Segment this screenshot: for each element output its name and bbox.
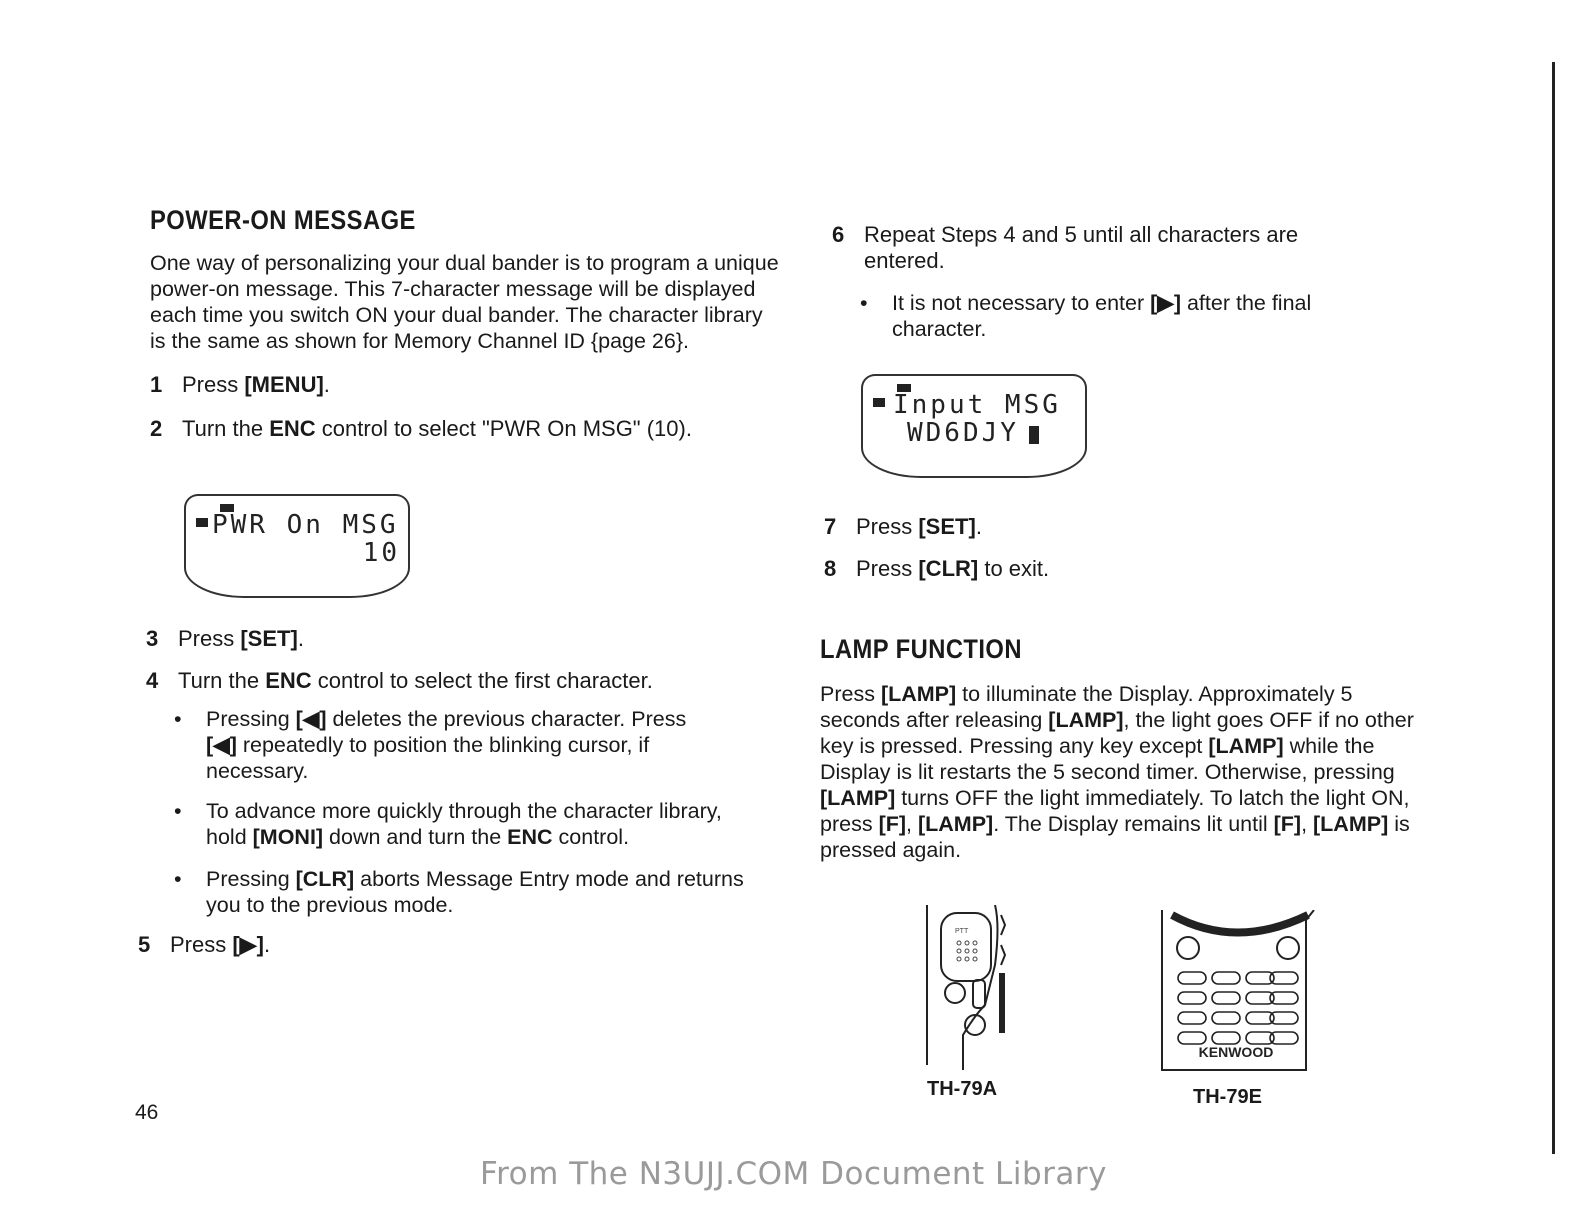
step-text: . [297, 626, 304, 651]
key-label: [▶] [232, 932, 264, 957]
step-number: 6 [832, 222, 845, 247]
page-number: 46 [135, 1101, 159, 1124]
bullet-text: control. [552, 825, 630, 849]
step-text: . [263, 932, 271, 957]
key-label: ENC [269, 416, 316, 441]
bullet-text: down and turn the [323, 825, 508, 849]
step-text: Press [170, 932, 233, 957]
indicator-icon [873, 398, 885, 407]
lamp-text: . The Display remains lit until [993, 812, 1274, 836]
step-number: 8 [824, 556, 837, 581]
bullet-icon: • [174, 707, 182, 731]
lamp-text: to illuminate the Display. Approximately 5 seconds after releasing [820, 682, 1353, 732]
key-label: [LAMP] [1313, 812, 1389, 836]
power-on-intro: One way of personalizing your dual bander is to program a unique power-on message. This 7-character message will be displayed each time you switch ON your dual bander. The character library is the same as shown for Memory Channel ID {page 26}. [150, 251, 779, 353]
step-text: Press [856, 514, 919, 539]
lamp-text: turns OFF the light immediately. To latch the light ON, press [820, 786, 1410, 836]
bullet-no-final-arrow [860, 290, 1380, 342]
lamp-heading: LAMP FUNCTION [820, 634, 1022, 664]
bullet-text: repeatedly to position the blinking cursor, if necessary. [206, 733, 650, 783]
bullet-text: To advance more quickly through the character library, hold [206, 799, 722, 849]
lcd-line-2: WD6DJY [907, 418, 1019, 448]
lamp-text: is pressed again. [820, 812, 1410, 862]
step-text: Turn the [178, 668, 266, 693]
step-text: Press [178, 626, 241, 651]
blinking-cursor-icon [1029, 426, 1039, 444]
key-label: [CLR] [295, 867, 355, 891]
key-label: [LAMP] [1208, 734, 1284, 758]
th79e-keypad-illustration [1158, 910, 1324, 1075]
key-label: [F] [1273, 812, 1302, 836]
lamp-body [820, 681, 1430, 863]
step-number: 7 [824, 514, 837, 539]
bullet-text: It is not necessary to enter [892, 291, 1151, 315]
step-number: 2 [150, 416, 163, 441]
key-label: [SET] [240, 626, 298, 651]
lamp-text: , the light goes OFF if no other key is pressed. Pressing any key except [820, 708, 1414, 758]
left-column-lower [138, 626, 786, 958]
key-label: [◀] [206, 733, 237, 757]
step-text: Repeat Steps 4 and 5 until all characters are entered. [864, 222, 1299, 273]
step-5 [138, 932, 786, 958]
key-label: [SET] [918, 514, 976, 539]
page-edge-rule [1552, 62, 1555, 1154]
bullet-text: aborts Message Entry mode and returns you to the previous mode. [206, 867, 744, 917]
bullet-icon: • [860, 291, 868, 315]
key-label: [▶] [1150, 291, 1181, 315]
step-6 [832, 222, 1392, 274]
step-7 [824, 514, 1384, 540]
bullet-advance [174, 798, 734, 850]
key-label: [LAMP] [1048, 708, 1124, 732]
bullet-text: Pressing [206, 867, 296, 891]
lamp-text: Press [820, 682, 881, 706]
key-label: [LAMP] [917, 812, 994, 836]
bullet-icon: • [174, 799, 182, 823]
step-text: control to select the first character. [311, 668, 653, 693]
lcd-display-input-msg [861, 374, 1087, 478]
right-column-upper [832, 222, 1392, 342]
key-label: [LAMP] [880, 682, 957, 706]
step-8 [824, 556, 1384, 582]
lcd-line-1: PWR On MSG [212, 510, 399, 540]
bullet-delete [174, 706, 694, 784]
step-1 [150, 372, 780, 398]
step-3 [146, 626, 786, 652]
left-column [150, 205, 780, 442]
step-number: 1 [150, 372, 163, 397]
step-text: Press [182, 372, 245, 397]
figure-caption-th79a: TH-79A [927, 1078, 998, 1100]
bullet-abort [174, 866, 764, 918]
key-label: [LAMP] [820, 786, 896, 810]
lcd-line-1: Input MSG [893, 390, 1061, 420]
power-on-heading: POWER-ON MESSAGE [150, 205, 416, 235]
step-text: . [323, 372, 330, 397]
key-label: ENC [265, 668, 312, 693]
bullet-text: Pressing [206, 707, 296, 731]
key-label: ENC [507, 825, 553, 849]
footer-watermark: From The N3UJJ.COM Document Library [480, 1156, 1107, 1192]
lamp-text: , [906, 812, 918, 836]
lcd-display-pwr-on-msg [184, 494, 410, 598]
kenwood-logo: KENWOOD [1198, 1044, 1274, 1060]
right-column-steps [824, 514, 1384, 582]
bullet-text: deletes the previous character. Press [326, 707, 687, 731]
bullet-text: after the final character. [892, 291, 1312, 341]
step-4 [146, 668, 786, 694]
svg-text:PTT: PTT [955, 928, 969, 935]
key-label: [MONI] [252, 825, 324, 849]
th79a-radio-illustration [915, 905, 1015, 1070]
step-2 [150, 416, 780, 442]
step-text: Press [856, 556, 919, 581]
step-text: Turn the [182, 416, 270, 441]
figure-caption-th79e: TH-79E [1193, 1086, 1262, 1108]
key-label: [MENU] [244, 372, 324, 397]
lcd-line-2: 10 [362, 538, 400, 568]
step-number: 5 [138, 932, 151, 957]
bullet-icon: • [174, 867, 182, 891]
step-number: 3 [146, 626, 159, 651]
lamp-text: , [1301, 812, 1314, 836]
step-text: control to select "PWR On MSG" (10). [315, 416, 692, 441]
key-label: [CLR] [918, 556, 979, 581]
indicator-icon [196, 518, 208, 527]
step-number: 4 [146, 668, 159, 693]
lamp-text: while the Display is lit restarts the 5 second timer. Otherwise, pressing [820, 734, 1395, 784]
key-label: [F] [878, 812, 907, 836]
step-text: . [975, 514, 982, 539]
key-label: [◀] [295, 707, 327, 731]
step-text: to exit. [978, 556, 1050, 581]
lamp-section [820, 634, 1430, 863]
